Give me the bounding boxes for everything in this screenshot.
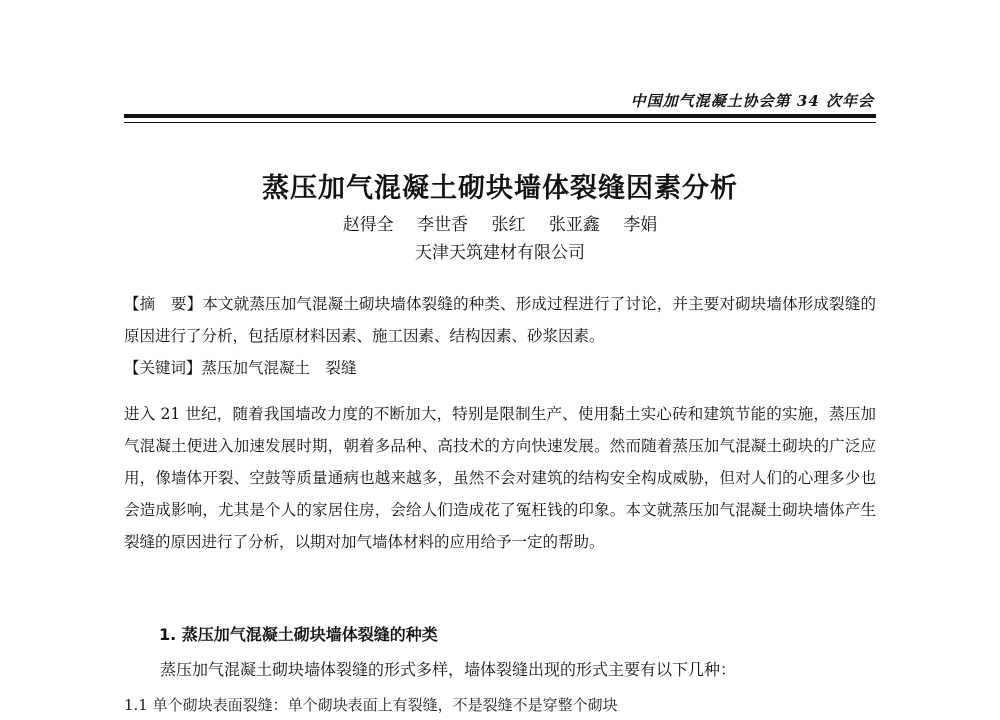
intro-paragraph: 进入 21 世纪，随着我国墙改力度的不断加大，特别是限制生产、使用黏土实心砖和建筑节能的实施，蒸压加气混凝土便进入加速发展时期，朝着多品种、高技术的方向快速发展。然而随着蒸压加气混凝土砌块的广泛应用，像墙体开裂、空鼓等质量通病也越来越多，虽然不会对建筑的结构安全构成威胁，但对人们的心理多少也会造成影响，尤其是个人的家居住房，会给人们造成花了冤枉钱的印象。本文就蒸压加气混凝土砌块墙体产生裂缝的原因进行了分析，以期对加气墙体材料的应用给予一定的帮助。 [124, 405, 876, 551]
abstract-label: 【摘 要】 [124, 295, 203, 313]
author-name: 李娟 [623, 215, 658, 235]
affiliation: 天津天筑建材有限公司 [415, 243, 585, 263]
running-header: 中国加气混凝土协会第 34 次年会 [630, 92, 874, 110]
keywords-label: 【关键词】 [124, 359, 202, 377]
abstract [124, 288, 876, 352]
author-name: 张红 [491, 215, 526, 235]
header-rule-thick [124, 114, 876, 118]
author-name: 赵得全 [342, 215, 394, 235]
header-rule-thin [124, 122, 876, 123]
section-paragraph: 蒸压加气混凝土砌块墙体裂缝的形式多样，墙体裂缝出现的形式主要有以下几种： [160, 660, 737, 679]
keywords-text: 蒸压加气混凝土 裂缝 [201, 359, 357, 377]
author-name: 张亚鑫 [548, 215, 600, 235]
section-heading: 1. 蒸压加气混凝土砌块墙体裂缝的种类 [159, 625, 438, 644]
abstract-text: 本文就蒸压加气混凝土砌块墙体裂缝的种类、形成过程进行了讨论，并主要对砌块墙体形成裂缝的原因进行了分析，包括原材料因素、施工因素、结构因素、砂浆因素。 [124, 295, 876, 345]
author-list [0, 210, 1000, 235]
paper-title: 蒸压加气混凝土砌块墙体裂缝因素分析 [262, 173, 738, 204]
author-name: 李世香 [417, 215, 469, 235]
keywords [124, 352, 876, 384]
partial-line: 1.1 单个砌块表面裂缝：单个砌块表面上有裂缝，不是裂缝不是穿整个砌块 [124, 696, 618, 714]
